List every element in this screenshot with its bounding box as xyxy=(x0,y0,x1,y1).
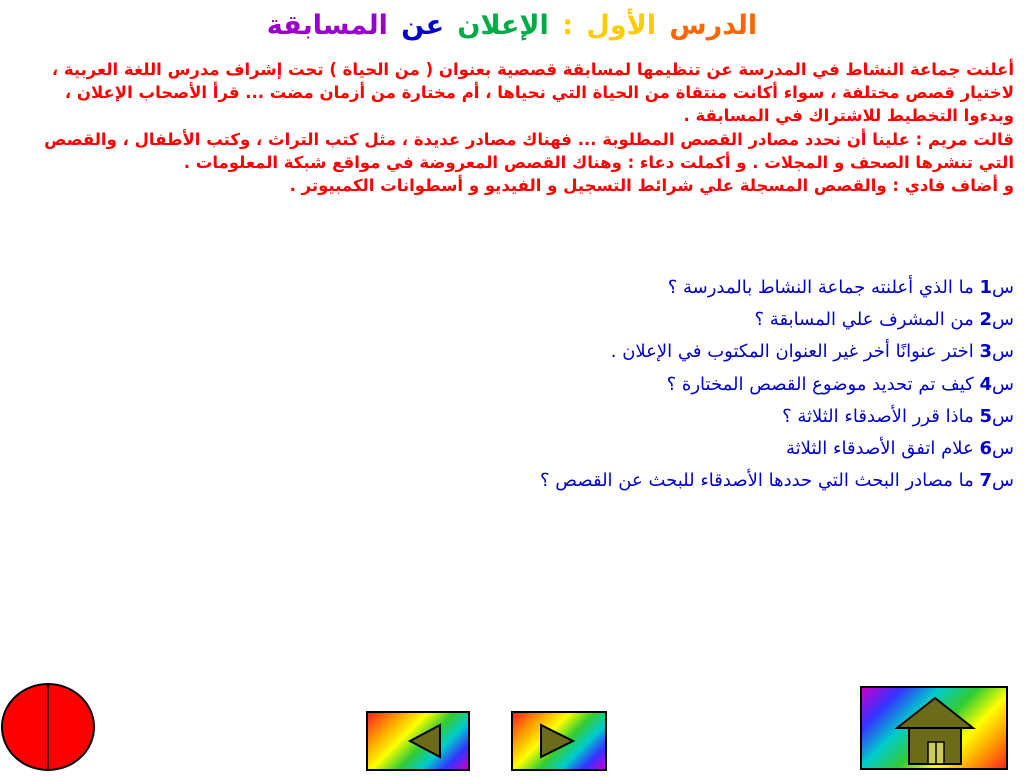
question-item xyxy=(200,465,1014,497)
question-item xyxy=(200,336,1014,368)
question-text: علام اتفق الأصدقاء الثلاثة xyxy=(785,438,980,460)
red-circle-end-icon xyxy=(0,683,96,773)
triangle-left-icon xyxy=(368,713,468,769)
passage-paragraph-1: أعلنت جماعة النشاط في المدرسة عن تنظيمها لمسابقة قصصية بعنوان ( من الحياة ) تحت إشراف مدرس اللغة العربية ، لاختيار قصص مختلفة ، سواء أكانت منتقاة من الحياة التي نحياها ، أم مختارة من أزمان مضت ... قرأ الأصحاب الإعلان ، وبدءوا التخطيط للاشتراك في المسابقة . xyxy=(51,60,1014,126)
end-show-button[interactable] xyxy=(0,683,96,773)
question-number: 2 xyxy=(979,309,993,331)
question-text: ما الذي أعلنته جماعة النشاط بالمدرسة ؟ xyxy=(667,277,980,298)
question-number: 5 xyxy=(979,405,993,427)
home-button[interactable] xyxy=(860,686,1008,770)
question-item xyxy=(200,369,1014,401)
question-prefix: س xyxy=(992,405,1014,427)
triangle-right-icon xyxy=(513,713,605,769)
question-number: 4 xyxy=(979,373,993,395)
question-number: 1 xyxy=(979,277,993,298)
title-word-5: المسابقة xyxy=(266,10,388,41)
question-text: كيف تم تحديد موضوع القصص المختارة ؟ xyxy=(666,373,980,395)
question-prefix: س xyxy=(992,341,1014,363)
lesson-passage xyxy=(40,58,1014,197)
title-word-3: الإعلان xyxy=(457,10,549,41)
question-prefix: س xyxy=(992,470,1014,492)
title-word-2: الأول xyxy=(586,10,656,41)
title-word-1: الدرس xyxy=(669,10,758,41)
question-list xyxy=(200,272,1014,497)
question-prefix: س xyxy=(992,309,1014,331)
question-item xyxy=(200,401,1014,433)
house-icon xyxy=(862,688,1006,768)
question-number: 6 xyxy=(979,438,993,460)
title-word-4: عن xyxy=(401,10,445,41)
question-text: ما مصادر البحث التي حددها الأصدقاء للبحث عن القصص ؟ xyxy=(540,470,980,492)
question-text: من المشرف علي المسابقة ؟ xyxy=(754,309,980,331)
title-colon: : xyxy=(562,10,573,41)
question-item xyxy=(200,272,1014,304)
next-slide-button[interactable] xyxy=(511,711,607,771)
passage-paragraph-3: و أضاف فادي : والقصص المسجلة علي شرائط التسجيل و الفيديو و أسطوانات الكمبيوتر . xyxy=(289,176,1014,196)
question-item xyxy=(200,433,1014,465)
question-number: 3 xyxy=(979,341,993,363)
question-text: ماذا قرر الأصدقاء الثلاثة ؟ xyxy=(782,405,980,427)
previous-slide-button[interactable] xyxy=(366,711,470,771)
question-prefix: س xyxy=(992,277,1014,298)
question-prefix: س xyxy=(992,438,1014,460)
page-title xyxy=(0,6,1024,46)
passage-paragraph-2: قالت مريم : علينا أن نحدد مصادر القصص المطلوبة ... فهناك مصادر عديدة ، مثل كتب التراث ، وكتب الأطفال ، والقصص التي تنشرها الصحف و المجلات . و أكملت دعاء : وهناك القصص المعروضة في مواقع شبكة المعلومات . xyxy=(44,129,1014,172)
question-item xyxy=(200,304,1014,336)
question-text: اختر عنوانًا أخر غير العنوان المكتوب في الإعلان . xyxy=(610,341,980,363)
question-prefix: س xyxy=(992,373,1014,395)
question-number: 7 xyxy=(979,470,993,492)
